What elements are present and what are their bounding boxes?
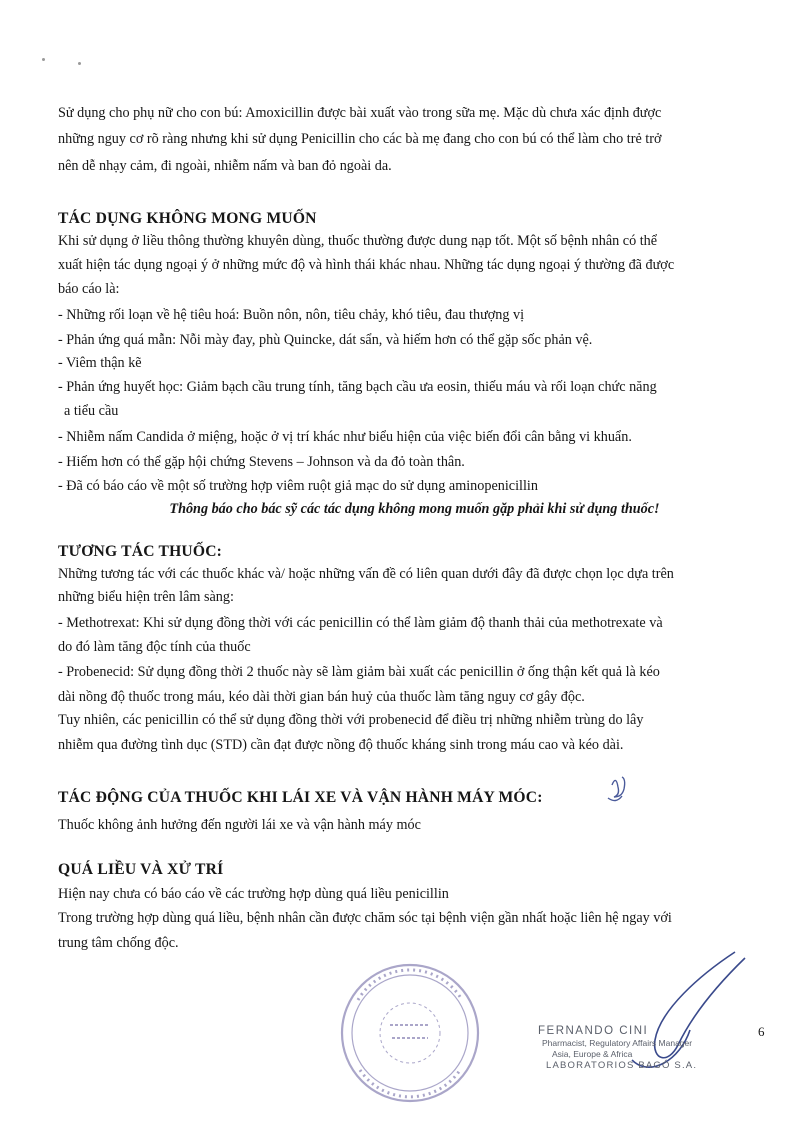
section-heading-overdose: QUÁ LIỀU VÀ XỬ TRÍ bbox=[58, 861, 224, 878]
body-line: Thuốc không ảnh hưởng đến người lái xe và vận hành máy móc bbox=[58, 817, 421, 833]
list-item: - Hiếm hơn có thể gặp hội chứng Stevens – Johnson và da đỏ toàn thân. bbox=[58, 454, 465, 470]
list-item-continuation: a tiểu cầu bbox=[64, 403, 119, 419]
body-line: những nguy cơ rõ ràng nhưng khi sử dụng Penicillin cho các bà mẹ đang cho con bú có thể làm cho trẻ trở bbox=[58, 131, 662, 147]
body-line: Khi sử dụng ở liều thông thường khuyên dùng, thuốc thường được dung nạp tốt. Một số bệnh nhân có thể bbox=[58, 233, 658, 249]
body-line: - Probenecid: Sử dụng đồng thời 2 thuốc này sẽ làm giảm bài xuất các penicillin ở ống thận kết quả là kéo bbox=[58, 664, 660, 680]
body-line: Hiện nay chưa có báo cáo về các trường hợp dùng quá liều penicillin bbox=[58, 886, 449, 902]
section-heading-driving: TÁC ĐỘNG CỦA THUỐC KHI LÁI XE VÀ VẬN HÀNH MÁY MÓC: bbox=[58, 789, 543, 806]
side-effects-notice: Thông báo cho bác sỹ các tác dụng không mong muốn gặp phải khi sử dụng thuốc! bbox=[169, 501, 660, 517]
signature-block bbox=[538, 1024, 697, 1072]
list-item: - Nhiễm nấm Candida ở miệng, hoặc ở vị trí khác như biểu hiện của việc biến đổi cân bằng vi khuẩn. bbox=[58, 429, 632, 445]
list-item: - Đã có báo cáo về một số trường hợp viêm ruột giả mạc do sử dụng aminopenicillin bbox=[58, 478, 538, 494]
body-line: trung tâm chống độc. bbox=[58, 935, 179, 951]
section-heading-side-effects: TÁC DỤNG KHÔNG MONG MUỐN bbox=[58, 210, 317, 227]
body-line: dài nồng độ thuốc trong máu, kéo dài thời gian bán huỷ của thuốc làm tăng nguy cơ gây độc. bbox=[58, 689, 585, 705]
body-line: Sử dụng cho phụ nữ cho con bú: Amoxicillin được bài xuất vào trong sữa mẹ. Mặc dù chưa xác định được bbox=[58, 105, 662, 121]
list-item: - Viêm thận kẽ bbox=[58, 355, 142, 371]
body-line: xuất hiện tác dụng ngoại ý ở những mức độ và hình thái khác nhau. Những tác dụng ngoại ý thường đã được bbox=[58, 257, 675, 273]
body-line: Tuy nhiên, các penicillin có thể sử dụng đồng thời với probenecid để điều trị những nhiễm trùng do lây bbox=[58, 712, 644, 728]
official-stamp bbox=[342, 965, 478, 1101]
body-line: nên dễ nhạy cảm, đi ngoài, nhiễm nấm và ban đỏ ngoài da. bbox=[58, 158, 392, 174]
body-line: Những tương tác với các thuốc khác và/ hoặc những vấn đề có liên quan dưới đây đã được chọn lọc dựa trên bbox=[58, 566, 674, 582]
body-line: nhiễm qua đường tình dục (STD) cần đạt được nồng độ thuốc kháng sinh trong máu cao và kéo dài. bbox=[58, 737, 624, 753]
signature-company: LABORATORIOS BAGÓ S.A. bbox=[546, 1060, 698, 1071]
body-line: - Methotrexat: Khi sử dụng đồng thời với các penicillin có thể làm giảm độ thanh thải của methotrexate và bbox=[58, 615, 663, 631]
section-heading-interactions: TƯƠNG TÁC THUỐC: bbox=[58, 543, 223, 560]
body-line: báo cáo là: bbox=[58, 281, 120, 297]
body-line: Trong trường hợp dùng quá liều, bệnh nhân cần được chăm sóc tại bệnh viện gần nhất hoặc liên hệ ngay với bbox=[58, 910, 672, 926]
signature-title: Pharmacist, Regulatory Affairs Manager bbox=[542, 1038, 693, 1048]
list-item: - Phản ứng quá mẫn: Nỗi mày đay, phù Quincke, dát sẩn, và hiếm hơn có thể gặp sốc phản vệ. bbox=[58, 332, 593, 348]
signature-name: FERNANDO CINI bbox=[538, 1025, 649, 1037]
page-number: 6 bbox=[758, 1024, 765, 1039]
list-item: - Phản ứng huyết học: Giảm bạch cầu trung tính, tăng bạch cầu ưa eosin, thiếu máu và rối loạn chức năng bbox=[58, 379, 657, 395]
body-line: do đó làm tăng độc tính của thuốc bbox=[58, 639, 251, 655]
body-line: những biểu hiện trên lâm sàng: bbox=[58, 589, 234, 605]
signature-region: Asia, Europe & Africa bbox=[552, 1049, 633, 1059]
list-item: - Những rối loạn về hệ tiêu hoá: Buồn nôn, nôn, tiêu chảy, khó tiêu, đau thượng vị bbox=[58, 307, 525, 323]
initials-mark bbox=[608, 777, 625, 801]
